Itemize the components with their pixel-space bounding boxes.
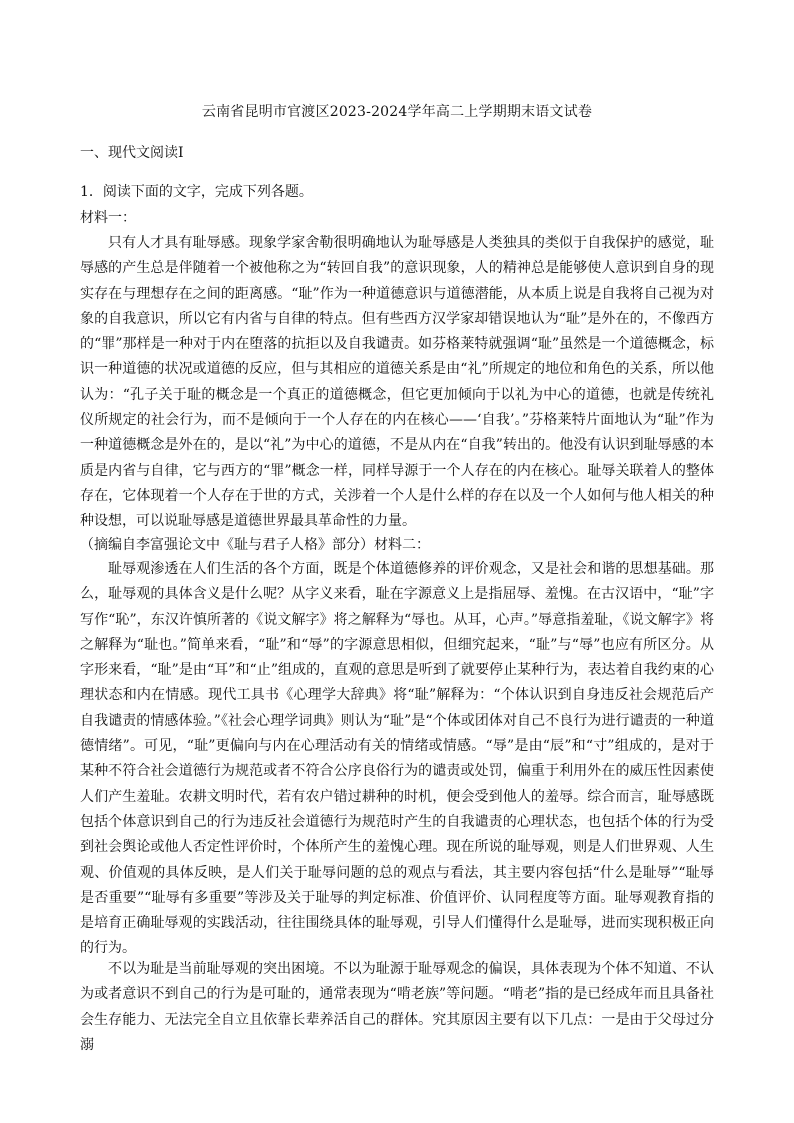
material-one-label: 材料一： bbox=[80, 210, 136, 226]
material-one-paragraph: 只有人才具有耻辱感。现象学家舍勒很明确地认为耻辱感是人类独具的类似于自我保护的感觉，耻辱感的产生总是伴随着一个被他称之为“转回自我”的意识现象，人的精神总是能够使人意识到自身的现实存在与理想存在之间的距离感。“耻”作为一种道德意识与道德潜能，从本质上说是自我将自己视为对象的自我意识，所以它有内省与自律的特点。但有些西方汉学家却错误地认为“耻”是外在的，不像西方的“罪”那样是一种对于内在堕落的抗拒以及自我谴责。如芬格莱特就强调“耻”虽然是一个道德概念，标识一种道德的状况或道德的反应，但与其相应的道德关系是由“礼”所规定的地位和角色的关系，所以他认为：“孔子关于耻的概念是一个真正的道德概念，但它更加倾向于以礼为中心的道德，也就是传统礼仪所规定的社会行为，而不是倾向于一个人存在的内在核心——‘自我’。”芬格莱特片面地认为“耻”作为一种道德概念是外在的，是以“礼”为中心的道德，不是从内在“自我”转出的。他没有认识到耻辱感的本质是内省与自律，它与西方的“罪”概念一样，同样导源于一个人存在的内在核心。耻辱关联着人的整体存在，它体现着一个人存在于世的方式，关涉着一个人是什么样的存在以及一个人如何与他人相关的种种设想，可以说耻辱感是道德世界最具革命性的力量。 bbox=[80, 235, 714, 530]
question-prompt: 1．阅读下面的文字，完成下列各题。 bbox=[80, 184, 313, 200]
material-two-paragraph: 耻辱观渗透在人们生活的各个方面，既是个体道德修养的评价观念，又是社会和谐的思想基础。那么，耻辱观的具体含义是什么呢？从字义来看，耻在字源意义上是指屈辱、羞愧。在古汉语中，“耻”字写作“恥”，东汉许慎所著的《说文解字》将之解释为“辱也。从耳，心声。”辱意指羞耻，《说文解字》将之解释为“耻也。”简单来看，“耻”和“辱”的字源意思相似，但细究起来，“耻”与“辱”也应有所区分。从字形来看，“耻”是由“耳”和“止”组成的，直观的意思是听到了就要停止某种行为，表达着自我约束的心理状态和内在情感。现代工具书《心理学大辞典》将“耻”解释为：“个体认识到自身违反社会规范后产自我谴责的情感体验。”《社会心理学词典》则认为“耻”是“个体或团体对自己不良行为进行谴责的一种道德情绪”。可见，“耻”更偏向与内在心理活动有关的情绪或情感。“辱”是由“辰”和“寸”组成的，是对于某种不符合社会道德行为规范或者不符合公序良俗行为的谴责或处罚，偏重于利用外在的威压性因素使人们产生羞耻。农耕文明时代，若有农户错过耕种的时机，便会受到他人的羞辱。综合而言，耻辱感既包括个体意识到自己的行为违反社会道德行为规范时产生的自我谴责的心理状态，也包括个体的行为受到社会舆论或他人否定性评价时，个体所产生的羞愧心理。现在所说的耻辱观，则是人们世界观、人生观、价值观的具体反映，是人们关于耻辱问题的总的观点与看法，其主要内容包括“什么是耻辱”“耻辱是否重要”“耻辱有多重要”等涉及关于耻辱的判定标准、价值评价、认同程度等方面。耻辱观教育指的是培育正确耻辱观的实践活动，往往围绕具体的耻辱观，引导人们懂得什么是耻辱，进而实现积极正向的行为。 bbox=[80, 561, 714, 957]
material-two-paragraph-continued: 不以为耻是当前耻辱观的突出困境。不以为耻源于耻辱观念的偏误，具体表现为个体不知道、不认为或者意识不到自己的行为是可耻的，通常表现为“啃老族”等问题。“啃老”指的是已经成年而且具备社会生存能力、无法完全自立且依靠长辈养活自己的群体。究其原因主要有以下几点：一是由于父母过分溺 bbox=[80, 961, 714, 1053]
section-heading: 一、现代文阅读Ⅰ bbox=[80, 145, 184, 161]
source-and-material-two-label: （摘编自李富强论文中《耻与君子人格》部分）材料二： bbox=[80, 537, 430, 553]
document-title: 云南省昆明市官渡区2023-2024学年高二上学期期末语文试卷 bbox=[201, 104, 593, 120]
